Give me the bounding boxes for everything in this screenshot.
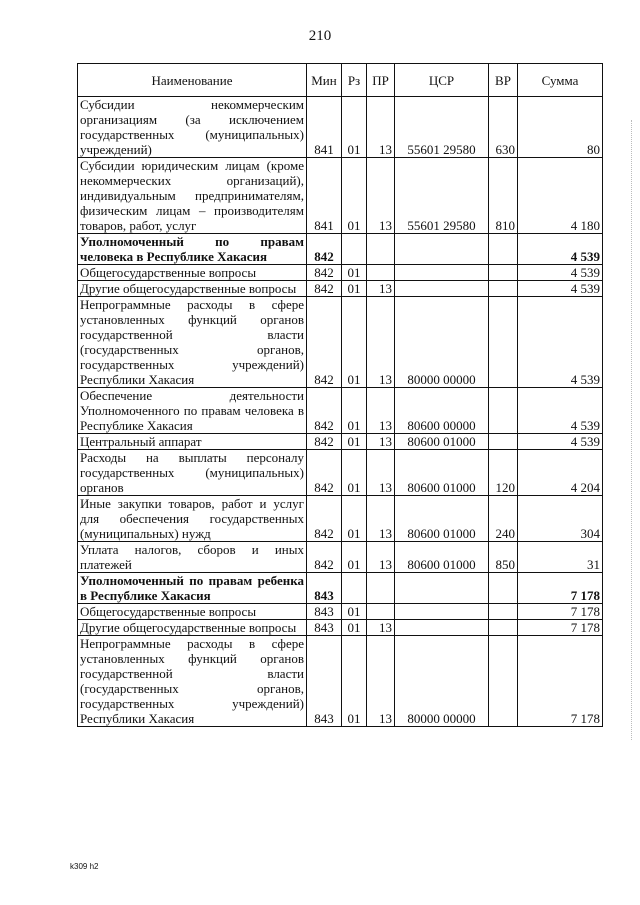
header-csr: ЦСР — [395, 64, 489, 97]
cell-min: 842 — [307, 388, 342, 434]
cell-pr: 13 — [367, 620, 395, 636]
header-name: Наименование — [78, 64, 307, 97]
cell-vr: 630 — [489, 97, 518, 158]
cell-pr: 13 — [367, 434, 395, 450]
cell-csr: 55601 29580 — [395, 97, 489, 158]
cell-rz — [342, 234, 367, 265]
cell-name: Общегосударственные вопросы — [78, 604, 307, 620]
cell-name: Расходы на выплаты персоналу государственных (муниципальных) органов — [78, 450, 307, 496]
cell-pr: 13 — [367, 450, 395, 496]
cell-min: 842 — [307, 450, 342, 496]
cell-sum: 7 178 — [518, 604, 603, 620]
page-number: 210 — [308, 28, 332, 44]
table-row — [78, 636, 603, 727]
table-row — [78, 573, 603, 604]
cell-vr: 120 — [489, 450, 518, 496]
cell-pr: 13 — [367, 97, 395, 158]
cell-vr — [489, 265, 518, 281]
cell-csr: 80600 01000 — [395, 542, 489, 573]
cell-rz: 01 — [342, 636, 367, 727]
table-row — [78, 297, 603, 388]
cell-vr — [489, 234, 518, 265]
cell-csr — [395, 281, 489, 297]
cell-pr — [367, 234, 395, 265]
table-row — [78, 450, 603, 496]
cell-name: Уполномоченный по правам ребенка в Республике Хакасия — [78, 573, 307, 604]
budget-table — [77, 63, 603, 727]
cell-name: Другие общегосударственные вопросы — [78, 620, 307, 636]
header-pr: ПР — [367, 64, 395, 97]
cell-name: Центральный аппарат — [78, 434, 307, 450]
table-row — [78, 604, 603, 620]
cell-name: Уполномоченный по правам человека в Республике Хакасия — [78, 234, 307, 265]
cell-sum: 4 180 — [518, 158, 603, 234]
cell-name: Непрограммные расходы в сфере установленных функций органов государственной власти (государственных органов, государственных учреждений) Республики Хакасия — [78, 297, 307, 388]
cell-sum: 4 539 — [518, 265, 603, 281]
cell-rz: 01 — [342, 604, 367, 620]
cell-pr: 13 — [367, 158, 395, 234]
footer-code: k309 h2 — [70, 862, 99, 871]
cell-vr: 850 — [489, 542, 518, 573]
cell-name: Непрограммные расходы в сфере установленных функций органов государственной власти (государственных органов, государственных учреждений) Республики Хакасия — [78, 636, 307, 727]
cell-sum: 4 539 — [518, 297, 603, 388]
cell-rz: 01 — [342, 281, 367, 297]
cell-vr — [489, 297, 518, 388]
cell-name: Субсидии некоммерческим организациям (за исключением государственных (муниципальных) учреждений) — [78, 97, 307, 158]
table-row — [78, 97, 603, 158]
cell-min: 842 — [307, 434, 342, 450]
cell-vr — [489, 281, 518, 297]
table-header-row — [78, 64, 603, 97]
cell-vr — [489, 604, 518, 620]
cell-name: Другие общегосударственные вопросы — [78, 281, 307, 297]
cell-min: 843 — [307, 573, 342, 604]
cell-name: Обеспечение деятельности Уполномоченного по правам человека в Республике Хакасия — [78, 388, 307, 434]
cell-rz: 01 — [342, 97, 367, 158]
table-row — [78, 265, 603, 281]
cell-csr: 80000 00000 — [395, 636, 489, 727]
cell-pr: 13 — [367, 297, 395, 388]
cell-csr: 80600 00000 — [395, 388, 489, 434]
cell-rz: 01 — [342, 388, 367, 434]
cell-vr — [489, 388, 518, 434]
cell-rz: 01 — [342, 450, 367, 496]
table-row — [78, 234, 603, 265]
cell-rz: 01 — [342, 158, 367, 234]
cell-min: 841 — [307, 97, 342, 158]
header-sum: Сумма — [518, 64, 603, 97]
cell-min: 842 — [307, 542, 342, 573]
cell-name: Уплата налогов, сборов и иных платежей — [78, 542, 307, 573]
table-row — [78, 434, 603, 450]
cell-rz: 01 — [342, 297, 367, 388]
cell-csr — [395, 265, 489, 281]
cell-sum: 80 — [518, 97, 603, 158]
cell-vr — [489, 434, 518, 450]
cell-rz — [342, 573, 367, 604]
cell-pr: 13 — [367, 281, 395, 297]
cell-rz: 01 — [342, 496, 367, 542]
header-vr: ВР — [489, 64, 518, 97]
cell-sum: 4 539 — [518, 388, 603, 434]
cell-sum: 4 204 — [518, 450, 603, 496]
cell-sum: 4 539 — [518, 234, 603, 265]
cell-sum: 304 — [518, 496, 603, 542]
cell-min: 842 — [307, 234, 342, 265]
cell-rz: 01 — [342, 542, 367, 573]
table-body — [78, 97, 603, 727]
cell-min: 842 — [307, 281, 342, 297]
cell-sum: 7 178 — [518, 573, 603, 604]
cell-sum: 7 178 — [518, 636, 603, 727]
cell-sum: 31 — [518, 542, 603, 573]
header-rz: Рз — [342, 64, 367, 97]
cell-pr: 13 — [367, 542, 395, 573]
cell-min: 842 — [307, 297, 342, 388]
table-row — [78, 281, 603, 297]
cell-csr — [395, 573, 489, 604]
cell-csr: 80600 01000 — [395, 450, 489, 496]
cell-sum: 7 178 — [518, 620, 603, 636]
cell-name: Иные закупки товаров, работ и услуг для обеспечения государственных (муниципальных) нужд — [78, 496, 307, 542]
cell-csr — [395, 620, 489, 636]
header-min: Мин — [307, 64, 342, 97]
cell-rz: 01 — [342, 620, 367, 636]
table-row — [78, 620, 603, 636]
cell-name: Общегосударственные вопросы — [78, 265, 307, 281]
cell-csr — [395, 234, 489, 265]
cell-vr: 240 — [489, 496, 518, 542]
cell-vr — [489, 620, 518, 636]
cell-pr: 13 — [367, 388, 395, 434]
cell-pr — [367, 265, 395, 281]
cell-pr: 13 — [367, 496, 395, 542]
cell-csr: 80600 01000 — [395, 496, 489, 542]
cell-min: 843 — [307, 604, 342, 620]
cell-min: 841 — [307, 158, 342, 234]
cell-rz: 01 — [342, 434, 367, 450]
cell-pr: 13 — [367, 636, 395, 727]
cell-pr — [367, 573, 395, 604]
cell-sum: 4 539 — [518, 434, 603, 450]
cell-sum: 4 539 — [518, 281, 603, 297]
cell-min: 842 — [307, 265, 342, 281]
cell-rz: 01 — [342, 265, 367, 281]
cell-vr — [489, 573, 518, 604]
cell-name: Субсидии юридическим лицам (кроме некоммерческих организаций), индивидуальным предпринимателям, физическим лицам – производителям товаров, работ, услуг — [78, 158, 307, 234]
cell-csr: 80000 00000 — [395, 297, 489, 388]
cell-csr — [395, 604, 489, 620]
cell-vr: 810 — [489, 158, 518, 234]
table-row — [78, 496, 603, 542]
cell-min: 843 — [307, 636, 342, 727]
scan-edge-marks — [629, 120, 632, 740]
table-row — [78, 542, 603, 573]
cell-min: 842 — [307, 496, 342, 542]
cell-vr — [489, 636, 518, 727]
table-row — [78, 388, 603, 434]
table-row — [78, 158, 603, 234]
cell-csr: 55601 29580 — [395, 158, 489, 234]
cell-min: 843 — [307, 620, 342, 636]
cell-pr — [367, 604, 395, 620]
cell-csr: 80600 01000 — [395, 434, 489, 450]
